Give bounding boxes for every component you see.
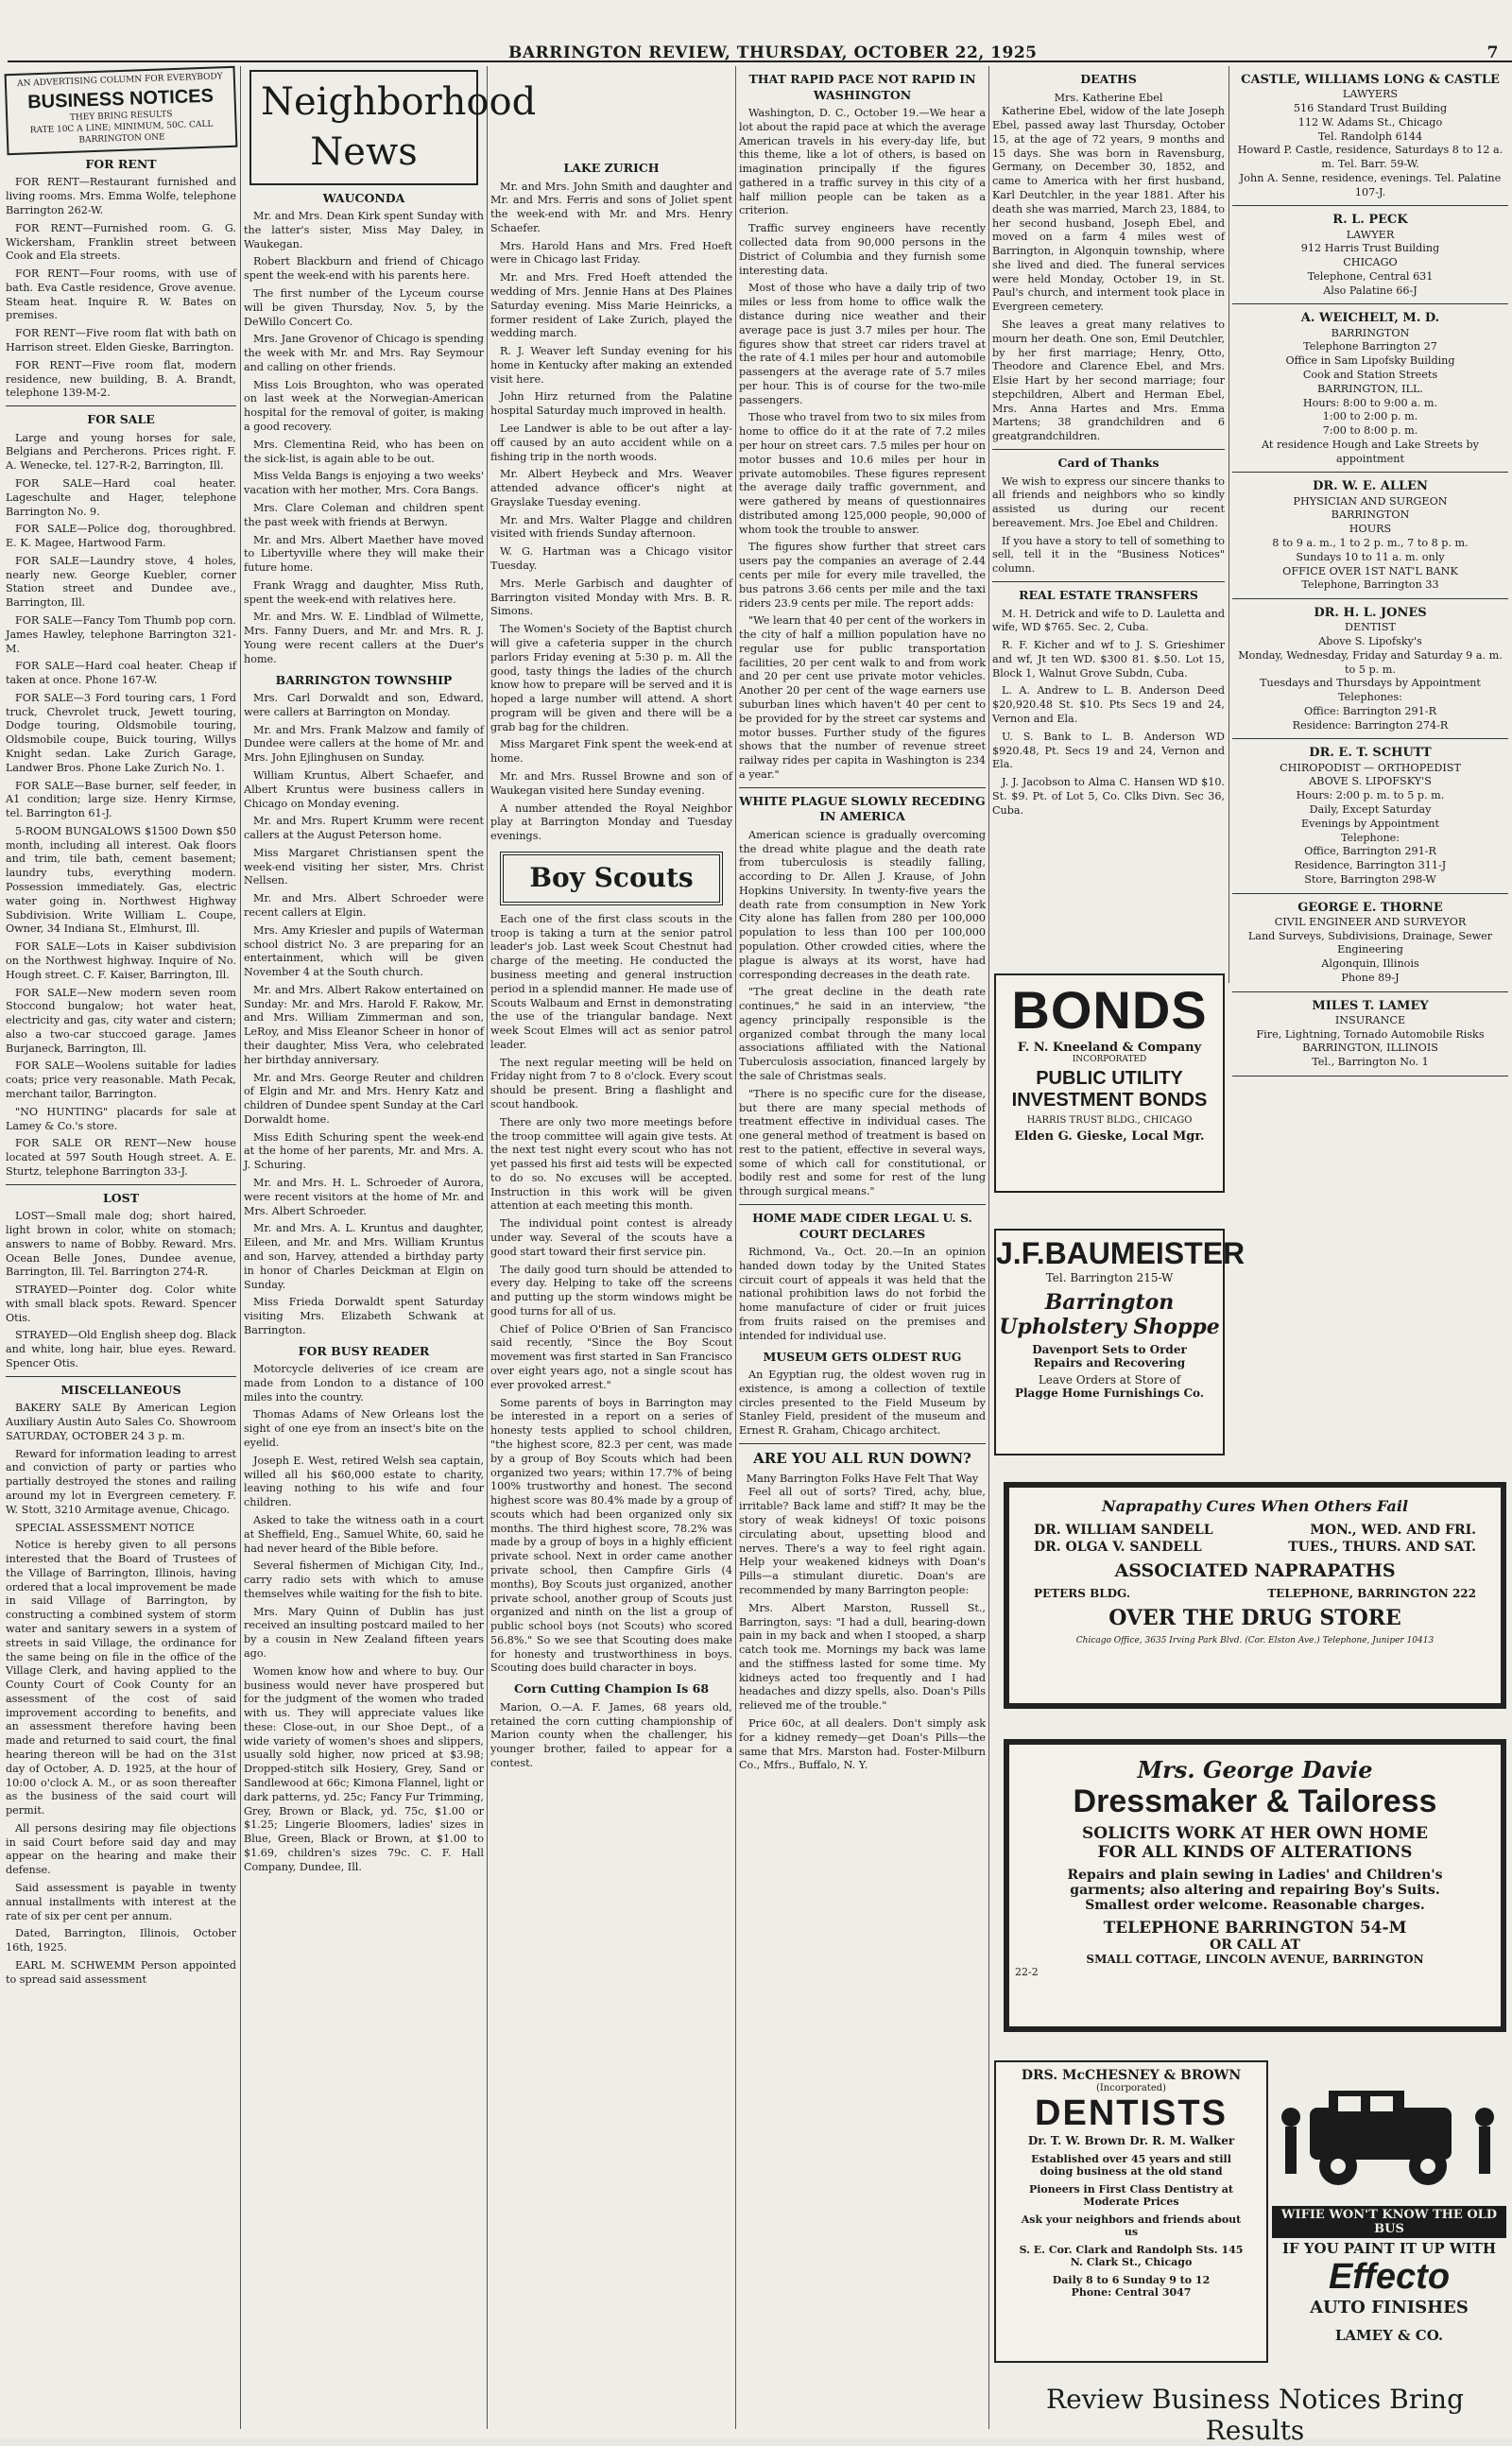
card-line: Telephone, Barrington 33 (1301, 578, 1439, 592)
classified-item: FOR SALE—Laundry stove, 4 holes, nearly new. George Kuebler, corner Station street and Dundee ave., Barrington, Ill. (6, 554, 236, 610)
news-item: Mrs. Harold Hans and Mrs. Fred Hoeft were in Chicago last Friday. (490, 239, 732, 267)
neighborhood-news-column (244, 66, 537, 2434)
article-subheading: Many Barrington Folks Have Felt That Way (746, 1472, 979, 1485)
news-item: R. J. Weaver left Sunday evening for his home in Kentucky after making an extended visit here. (490, 345, 732, 386)
news-item: Mr. and Mrs. George Reuter and children of Elgin and Mr. and Mrs. Henry Katz and children of Dundee spent Sunday at the Carl Dorwaldt home. (244, 1071, 484, 1126)
effecto-line: WIFIE WON'T KNOW THE OLD BUS (1272, 2206, 1506, 2238)
classified-item: Reward for information leading to arrest and conviction of party or parties who partially destroyed the stones and railing around my lot in Evergreen cemetery. F. W. Stott, 3210 Armitage avenue, Chicago. (6, 1447, 236, 1516)
naprapathy-line: Chicago Office, 3635 Irving Park Blvd. (Cor. Elston Ave.) Telephone, Juniper 10413 (1075, 1636, 1435, 1645)
classified-item: FOR RENT—Four rooms, with use of bath. Eva Castle residence, Grove avenue. Steam heat. Inquire R. W. Bates on premises. (6, 267, 236, 322)
dressmaker-line: Mrs. George Davie (1137, 1756, 1373, 1783)
news-item: The daily good turn should be attended to every day. Helping to take off the screens and putting up the storm windows might be good turns for all of us. (490, 1263, 732, 1318)
card-name: DR. H. L. JONES (1314, 606, 1427, 621)
baumeister-line: Repairs and Recovering (1033, 1356, 1186, 1369)
article-heading: WHITE PLAGUE SLOWLY RECEDING IN AMERICA (739, 793, 986, 824)
classified-item: STRAYED—Old English sheep dog. Black and white, long hair, blue eyes. Reward. Spencer Otis. (6, 1329, 236, 1369)
news-item: Mr. and Mrs. A. L. Kruntus and daughter, Eileen, and Mr. and Mrs. William Kruntus and son, Harvey, attended a birthday party in honor of Charles Deickman at Elgin on Sunday. (244, 1222, 484, 1291)
news-item: Miss Edith Schuring spent the week-end at the home of her parents, Mr. and Mrs. A. J. Schuring. (244, 1130, 484, 1172)
bonds-line: INVESTMENT BONDS (1011, 1090, 1208, 1111)
news-item: Miss Margaret Christiansen spent the week-end visiting her sister, Mrs. Christ Nellsen. (244, 846, 484, 887)
dentists-line: Pioneers in First Class Dentistry at Moderate Prices (1028, 2183, 1234, 2208)
card-name: DR. E. T. SCHUTT (1309, 746, 1432, 761)
card-line: Hours: 8:00 to 9:00 a. m. (1302, 396, 1438, 409)
news-item: Motorcycle deliveries of ice cream are made from London to a distance of 100 miles into the country. (244, 1363, 484, 1404)
card-line: INSURANCE (1334, 1013, 1406, 1026)
card-line: LAWYER (1346, 228, 1395, 241)
card-line: Fire, Lightning, Tornado Automobile Risks (1256, 1027, 1485, 1041)
dressmaker-line: 22-2 (1015, 1966, 1039, 1978)
news-item: Mr. and Mrs. Rupert Krumm were recent callers at the August Peterson home. (244, 815, 484, 842)
card-line: At residence Hough and Lake Streets by appointment (1262, 438, 1479, 465)
news-item: Miss Velda Bangs is enjoying a two weeks' vacation with her mother, Mrs. Cora Bangs. (244, 470, 484, 497)
bonds-address: HARRIS TRUST BLDG., CHICAGO (1026, 1115, 1193, 1126)
boy-scouts-items (490, 913, 732, 1676)
obituary-body (992, 105, 1225, 444)
card-line: 112 W. Adams St., Chicago (1297, 115, 1443, 129)
classified-item: 5-ROOM BUNGALOWS $1500 Down $50 month, including all interest. Oak floors and trim, tile bath, cement basement; laundry tubs, everything modern. Possession immediately. Gas, electric water going in. Northwest Highway Subdivision. Write William L. Coupe, Owner, 34 Indiana St., Elmhurst, Ill. (6, 824, 236, 936)
news-item: Mr. and Mrs. H. L. Schroeder of Aurora, were recent visitors at the home of Mr. and Mrs. Albert Schroeder. (244, 1177, 484, 1217)
card-line: CHICAGO (1343, 256, 1398, 269)
news-item: Robert Blackburn and friend of Chicago spent the week-end with his parents here. (244, 255, 484, 283)
banner-title: BUSINESS NOTICES (26, 85, 215, 113)
news-item: Miss Lois Broughton, who was operated on last week at the Norwegian-American hospital for the removal of goiter, is making a good recovery. (244, 378, 484, 434)
professional-card (1232, 599, 1508, 739)
card-line: Tel., Barrington No. 1 (1312, 1056, 1429, 1069)
card-line: Office: Barrington 291-R (1304, 704, 1436, 717)
bonds-ad (994, 973, 1225, 1193)
dentists-title: DENTISTS (1035, 2093, 1228, 2133)
card-line: 7:00 to 8:00 p. m. (1322, 424, 1418, 438)
dentists-line: (Incorporated) (1095, 2083, 1167, 2093)
deaths-column (992, 66, 1225, 973)
section-heading: FOR RENT (85, 156, 157, 171)
dressmaker-title: Dressmaker & Tailoress (1073, 1783, 1437, 1819)
card-line: 912 Harris Trust Building (1300, 242, 1440, 255)
paragraph: "We learn that 40 per cent of the workers in the city of half a million population have no regular use for public transportation facilities, 20 per cent walk to and from work and 20 per cent use private motor vehicles. Another 20 per cent of the wage earners use suburban lines which haven't 40 per cent to be provided for by the street car systems and motor busses. Further study of the figures shows that the number of revenue street railway rides per capita in Washington is 234 a year." (739, 614, 986, 781)
lost-list (6, 1210, 236, 1371)
boy-scouts-heading: Boy Scouts (500, 852, 723, 905)
card-line: OFFICE OVER 1ST NAT'L BANK (1282, 564, 1458, 577)
article-body: An Egyptian rug, the oldest woven rug in existence, is among a collection of textile circles presented to the Field Museum by Stanley Field, president of the museum and Ernest R. Graham, Chicago architect. (739, 1369, 986, 1438)
news-item: The next regular meeting will be held on Friday night from 7 to 8 o'clock. Every scout should be present. Bring a flashlight and scout handbook. (490, 1056, 732, 1111)
news-column (739, 66, 986, 2434)
dentists-line: Ask your neighbors and friends about us (1021, 2213, 1242, 2238)
for-rent-list (6, 176, 236, 401)
professional-card (1232, 66, 1508, 206)
section-heading: REAL ESTATE TRANSFERS (1019, 588, 1198, 602)
card-line: Cook and Station Streets (1302, 368, 1438, 381)
card-line: Evenings by Appointment (1301, 817, 1439, 830)
dentists-line: Established over 45 years and still doing business at the old stand (1031, 2153, 1231, 2178)
news-item: Women know how and where to buy. Our business would never have prospered but for the judgment of the women who traded with us. They will appreciate values like these: Close-out, in our Shoe Dept., of a wide variety of women's shoes and slippers, usually sold higher, now priced at $3.98; Dropped-stitch silk Hosiery, Grey, Sand or Sandlewood at 66c; Kimona Flannel, light or dark patterns, yd. 25c; Fancy Fur Trimming, Grey, Brown or Black, yd. 75c, $1.00 or $1.25; Lingerie Bloomers, ladies' sizes in Blue, Green, Black or Brown, at $1.00 to $1.69, children's sizes 79c. C. F. Hall Company, Dundee, Ill. (244, 1664, 484, 1873)
news-item: Mrs. Carl Dorwaldt and son, Edward, were callers at Barrington on Monday. (244, 692, 484, 718)
news-item: Mr. and Mrs. Albert Schroeder were recent callers at Elgin. (244, 892, 484, 919)
professional-card (1232, 473, 1508, 599)
baumeister-line: Davenport Sets to Order (1032, 1343, 1187, 1356)
news-item: Lee Landwer is able to be out after a lay-off caused by an auto accident while on a fishing trip in the north woods. (490, 422, 732, 463)
dressmaker-ad (1004, 1739, 1506, 2032)
card-of-thanks: We wish to express our sincere thanks to all friends and neighbors who so kindly assisted us during our recent bereavement. Mrs. Joe Ebel and Children. (992, 474, 1225, 529)
news-item: William Kruntus, Albert Schaefer, and Albert Kruntus were business callers in Chicago on Monday evening. (244, 768, 484, 810)
card-name: DR. W. E. ALLEN (1313, 479, 1428, 494)
naprapathy-row (1009, 1538, 1501, 1555)
paragraph: Those who travel from two to six miles from home to office do it at the rate of 7.2 miles per hour on street cars. 7.5 miles per hour on motor busses and 10.6 miles per hour in private automobiles. These figures represent the average daily traffic government, and were gathered by means of questionnaires distributed among 125,000 people, 90,000 of whom took the trouble to answer. (739, 411, 986, 536)
article-heading: THAT RAPID PACE NOT RAPID IN WASHINGTON (748, 72, 976, 102)
card-line: Telephone, Central 631 (1307, 269, 1434, 283)
classified-item: FOR SALE OR RENT—New house located at 597 South Hough street. A. E. Sturtz, telephone Barrington 33-J. (6, 1137, 236, 1178)
effecto-line: AUTO FINISHES (1310, 2298, 1469, 2317)
masthead (8, 43, 1512, 62)
obituary-name: Mrs. Katherine Ebel (1054, 91, 1163, 104)
dressmaker-line: FOR ALL KINDS OF ALTERATIONS (1097, 1843, 1413, 1862)
classified-item: FOR SALE—Police dog, thoroughbred. E. K. Magee, Hartwood Farm. (6, 523, 236, 550)
card-line: HOURS (1349, 523, 1392, 536)
naprapathy-row (1009, 1515, 1501, 1538)
naprapathy-line: OVER THE DRUG STORE (1108, 1606, 1401, 1630)
classified-item: Large and young horses for sale, Belgians and Percherons. Prices right. F. A. Wenecke, tel. 127-R-2, Barrington, Ill. (6, 431, 236, 473)
professional-card (1232, 894, 1508, 992)
news-item: Mrs. Merle Garbisch and daughter of Barrington visited Monday with Mrs. B. R. Simons. (490, 577, 732, 618)
professional-card (1232, 739, 1508, 893)
baumeister-line: Plagge Home Furnishings Co. (1014, 1387, 1205, 1400)
card-line: CIVIL ENGINEER AND SURVEYOR (1274, 915, 1467, 928)
classified-item: FOR RENT—Restaurant furnished and living rooms. Mrs. Emma Wolfe, telephone Barrington 262-W. (6, 176, 236, 216)
paragraph: Washington, D. C., October 19.—We hear a lot about the rapid pace at which the average American travels in his every-day life, but this theme, like a lot of others, is based on imagination principally if the figures gathered in a traffic survey in this city of a half million people can be taken as a criterion. (739, 107, 986, 217)
dressmaker-line: Repairs and plain sewing in Ladies' and Children's garments; also altering and repairing Boy's Suits. Smallest order welcome. Reasonable charges. (1067, 1868, 1443, 1913)
paragraph: She leaves a great many relatives to mourn her death. One son, Emil Deutchler, by her first marriage; Henry, Otto, Theodore and Clarence Ebel, and Mrs. Elsie Hart by her second marriage; four stepchildren, Albert and Herman Ebel, Mrs. Anna Hartes and Mrs. Emma Martens; 38 grandchildren and 6 greatgrandchildren. (992, 319, 1225, 443)
section-heading: LOST (102, 1190, 139, 1205)
baumeister-title: J.F.BAUMEISTER (996, 1236, 1246, 1270)
doctor-name: DR. OLGA V. SANDELL (1034, 1540, 1202, 1555)
dressmaker-line: SMALL COTTAGE, LINCOLN AVENUE, BARRINGTON (1086, 1953, 1424, 1966)
card-line: Store, Barrington 298-W (1304, 872, 1436, 886)
card-line: 516 Standard Trust Building (1293, 101, 1448, 114)
naprapathy-row (1009, 1581, 1501, 1600)
card-line: ABOVE S. LIPOFSKY'S (1309, 775, 1432, 788)
dentists-ad (994, 2060, 1268, 2363)
classified-item: FOR SALE—3 Ford touring cars, 1 Ford truck, Chevrolet truck, Jewett touring, Dodge touring, Oldsmobile touring, Oldsmobile coupe, Buick touring, Willys Knight sedan. Lake Zurich Garage, Landwer Bros. Phone Lake Zurich No. 1. (6, 691, 236, 774)
transfer-item: J. J. Jacobson to Alma C. Hansen WD $10. St. $9. Pt. of Lot 5, Co. Clks Divn. Sec 36, Cuba. (992, 776, 1225, 817)
baumeister-line: Leave Orders at Store of (1038, 1373, 1181, 1387)
card-line: Telephone Barrington 27 (1303, 340, 1437, 353)
news-item: Mr. and Mrs. Fred Hoeft attended the wedding of Mrs. Jennie Hans at Des Plaines Saturday evening. Miss Marie Heinricks, a former resident of Lake Zurich, played the wedding march. (490, 271, 732, 340)
bonds-line: PUBLIC UTILITY (1036, 1068, 1183, 1089)
banner-line: AN ADVERTISING COLUMN FOR EVERYBODY (16, 72, 223, 89)
doctor-hours: TUES., THURS. AND SAT. (1288, 1540, 1476, 1555)
card-line: Hours: 2:00 p. m. to 5 p. m. (1296, 789, 1445, 802)
card-name: GEORGE E. THORNE (1297, 900, 1443, 915)
bonds-firm: F. N. Kneeland & Company (1017, 1041, 1202, 1055)
card-line: John A. Senne, residence, evenings. Tel. Palatine 107-J. (1239, 171, 1502, 198)
classified-item: FOR SALE—Base burner, self feeder, in A1 condition; large size. Henry Kirmse, tel. Barrington 61-J. (6, 779, 236, 820)
news-item: Several fishermen of Michigan City, Ind., carry radio sets with which to amuse themselves while waiting for the fish to bite. (244, 1559, 484, 1600)
card-line: BARRINGTON, ILLINOIS (1302, 1042, 1438, 1055)
transfer-item: U. S. Bank to L. B. Anderson WD $920.48, Pt. Secs 19 and 24, Vernon and Ela. (992, 730, 1225, 771)
news-item: Joseph E. West, retired Welsh sea captain, willed all his $60,000 estate to charity, leaving nothing to his wife and four children. (244, 1454, 484, 1509)
article-heading: MUSEUM GETS OLDEST RUG (763, 1349, 962, 1364)
card-line: DENTIST (1345, 621, 1396, 634)
telephone: TELEPHONE, BARRINGTON 222 (1267, 1587, 1476, 1600)
misc-list (6, 1402, 236, 1987)
transfer-item: M. H. Detrick and wife to D. Lauletta and wife, WD $765. Sec. 2, Cuba. (992, 607, 1225, 634)
news-item: Frank Wragg and daughter, Miss Ruth, spent the week-end with relatives here. (244, 578, 484, 606)
classified-item: STRAYED—Pointer dog. Color white with small black spots. Reward. Spencer Otis. (6, 1283, 236, 1324)
news-item: Mr. and Mrs. Walter Plagge and children visited with friends Sunday afternoon. (490, 513, 732, 541)
paragraph: Katherine Ebel, widow of the late Joseph Ebel, passed away last Thursday, October 15, at the age of 72 years, 9 months and 15 days. She was born in Ravensburg, Germany, on December 30, 1852, and came to America with her first husband, Karl Deutchler, in the year 1881. After his death she was married, March 23, 1884, to her second husband, Joseph Ebel, and moved on a farm 4 miles west of Barrington, in Algonquin township, where she lived and died. The funeral services were held Monday, October 19, in St. Paul's church, and interment took place in Evergreen cemetery. (992, 105, 1225, 314)
building: PETERS BLDG. (1034, 1587, 1131, 1600)
classified-item: Dated, Barrington, Illinois, October 16th, 1925. (6, 1927, 236, 1955)
dentists-line: Daily 8 to 6 Sunday 9 to 12 (1052, 2274, 1211, 2286)
classified-item: FOR SALE—Fancy Tom Thumb pop corn. James Hawley, telephone Barrington 321-M. (6, 613, 236, 655)
card-name: MILES T. LAMEY (1312, 998, 1429, 1013)
page-number: 7 (1486, 43, 1499, 62)
baumeister-line: Barrington (1044, 1290, 1175, 1315)
lake-zurich-items (490, 181, 732, 844)
classified-item: EARL M. SCHWEMM Person appointed to spread said assessment (6, 1958, 236, 1986)
effecto-ad (1272, 2060, 1506, 2363)
news-item: The first number of the Lyceum course will be given Thursday, Nov. 5, by the DeWillo Concert Co. (244, 287, 484, 328)
card-line: Sundays 10 to 11 a. m. only (1296, 550, 1445, 563)
professional-card (1232, 304, 1508, 473)
card-line: Also Palatine 66-J (1323, 284, 1418, 297)
dentists-line: Phone: Central 3047 (1071, 2286, 1192, 2299)
paragraph: The figures show further that street cars users pay the companies an average of 2.44 cents per mile for every mile travelled, the bus patrons 3.66 cents per mile and the taxi riders 23.9 cents per mile. The report adds: (739, 541, 986, 610)
article-body (739, 1486, 986, 1773)
dentists-line: DRS. McCHESNEY & BROWN (1021, 2068, 1242, 2083)
section-heading: WAUCONDA (322, 190, 405, 205)
bonds-agent: Elden G. Gieske, Local Mgr. (1014, 1129, 1205, 1144)
classified-item: All persons desiring may file objections in said Court before said day and may appear on the hearing and make their defense. (6, 1821, 236, 1877)
neighborhood-news-title: Neighborhood News (249, 70, 478, 185)
bonds-title: BONDS (1011, 980, 1208, 1040)
card-line: BARRINGTON (1331, 326, 1410, 339)
classified-item: FOR SALE—Woolens suitable for ladies coats; price very reasonable. Math Pecak, merchant tailor, Barrington. (6, 1059, 236, 1100)
article-body (739, 829, 986, 1199)
doctor-name: DR. WILLIAM SANDELL (1034, 1523, 1213, 1538)
news-item: Mr. and Mrs. Albert Maether have moved to Libertyville where they will make their future home. (244, 533, 484, 575)
classified-item: "NO HUNTING" placards for sale at Lamey & Co.'s store. (6, 1105, 236, 1132)
news-item: Thomas Adams of New Orleans lost the sight of one eye from an insect's bite on the eyelid. (244, 1408, 484, 1450)
naprapathy-line: Naprapathy Cures When Others Fail (1101, 1497, 1409, 1515)
news-item: Some parents of boys in Barrington may be interested in a report on a series of honesty tests applied to school children, "the highest score, 82.3 per cent, was made by a group of Boy Scouts which had been organized two years; within 17.7% of being 100% trustworthy and honest. The second highest score was 80.4% made by a group of scouts which had been organized only six months. The third highest score, 78.2% was made by a group of boys in a highly efficient private school. Next in order came another private school, then Campfire Girls (4 months), Boy Scouts just organized, another private school, another group of Scouts just organized and ninth on the list a group of public school boys (not Scouts) who scored 56.8%." So we see that Scouting does make for honesty and trustworthiness in boys. Scouting does build character in boys. (490, 1396, 732, 1675)
news-item: The individual point contest is already under way. Several of the scouts have a good start toward their first service pin. (490, 1217, 732, 1258)
paragraph: Price 60c, at all dealers. Don't simply ask for a kidney remedy—get Doan's Pills—the same that Mrs. Marston had. Foster-Milburn Co., Mfrs., Buffalo, N. Y. (739, 1716, 986, 1772)
for-sale-list (6, 432, 236, 1180)
card-line: BARRINGTON (1331, 508, 1410, 522)
card-line: Residence, Barrington 311-J (1294, 859, 1447, 872)
classified-item: FOR SALE—Lots in Kaiser subdivision on the Northwest highway. Inquire of No. Hough street. C. F. Kaiser, Barrington, Ill. (6, 940, 236, 981)
banner-line: THEY BRING RESULTS (69, 110, 173, 124)
paragraph: American science is gradually overcoming the dread white plague and the death rate from tuberculosis is steadily falling, according to Dr. Allen J. Krause, of John Hopkins University. In twenty-five years the death rate from consumption in New York City alone has fallen from 280 per 100,000 population to less than 100 per 100,000 population. Other crowded cities, where the plague is always at its worst, have had corresponding decreases in the death rate. (739, 828, 986, 981)
column-rule (1228, 66, 1229, 983)
card-line: Algonquin, Illinois (1321, 957, 1419, 971)
transfer-item: L. A. Andrew to L. B. Anderson Deed $20,920.48 St. $10. Pts Secs 19 and 24, Vernon and Ela. (992, 684, 1225, 725)
professional-card (1232, 206, 1508, 304)
classified-item: FOR SALE—New modern seven room Stoccond bungalow; hot water heat, electricity and gas, city water and cistern; also a two-car stuccoed garage. James Burjaneck, Barrington, Ill. (6, 986, 236, 1055)
article-heading: HOME MADE CIDER LEGAL U. S. COURT DECLARES (752, 1211, 972, 1241)
news-item: Mr. and Mrs. Dean Kirk spent Sunday with the latter's sister, Miss May Daley, in Waukegan. (244, 210, 484, 250)
filler-notice: If you have a story to tell of something to sell, tell it in the "Business Notices" column. (992, 534, 1225, 576)
card-line: Daily, Except Saturday (1309, 802, 1432, 816)
news-item: Miss Frieda Dorwaldt spent Saturday visiting Mrs. Elizabeth Schwank at Barrington. (244, 1296, 484, 1336)
news-item: Mrs. Clementina Reid, who has been on the sick-list, is again able to be out. (244, 438, 484, 465)
township-items (244, 692, 484, 1338)
paragraph: Most of those who have a daily trip of two miles or less from home to office walk the distance during nice weather and their average pace is just 3.7 miles per hour. The figures show that street car riders travel at the rate of 4.1 miles per hour and automobile passengers at the average rate of 5.7 miles per hour. This is of course for the two-mile passengers. (739, 282, 986, 406)
news-item: Mrs. Clare Coleman and children spent the past week with friends at Berwyn. (244, 501, 484, 528)
card-line: Tuesdays and Thursdays by Appointment (1260, 677, 1481, 690)
wauconda-items (244, 210, 484, 666)
naprapathy-ad (1004, 1482, 1506, 1709)
card-line: BARRINGTON, ILL. (1317, 382, 1423, 395)
footer-slogan: Review Business Notices Bring Results (1046, 2384, 1464, 2446)
lake-zurich-column (490, 66, 732, 2434)
car-illustration (1272, 2060, 1506, 2202)
card-line: Howard P. Castle, residence, Saturdays 8 to 12 a. m. Tel. Barr. 59-W. (1237, 144, 1503, 171)
section-heading: MISCELLANEOUS (60, 1382, 181, 1397)
dentists-line: Dr. T. W. Brown Dr. R. M. Walker (1027, 2134, 1235, 2147)
card-line: PHYSICIAN AND SURGEON (1293, 494, 1448, 508)
card-line: Phone 89-J (1341, 971, 1400, 984)
running-head: BARRINGTON REVIEW, THURSDAY, OCTOBER 22, 1925 (508, 43, 1038, 62)
article-body: Marion, O.—A. F. James, 68 years old, retained the corn cutting championship of Marion county when the challenger, his younger brother, failed to appear for a contest. (490, 1700, 732, 1769)
section-heading: Card of Thanks (1057, 456, 1160, 471)
paragraph: "There is no specific cure for the disease, but there are many special methods of treatment effective in individual cases. The one general method of treatment is based on rest to the patient, effective in several ways, some of which call for constitutional, or bodily rest and some for rest of the lung through surgical means." (739, 1087, 986, 1198)
news-item: Mr. and Mrs. Frank Malzow and family of Dundee were callers at the home of Mr. and Mrs. John Ejlinghusen on Sunday. (244, 723, 484, 765)
baumeister-ad (994, 1229, 1246, 1456)
news-item: There are only two more meetings before the troop committee will again give tests. At the next test night every scout who has not yet passed his first aid tests will be expected to do so. No excuses will be accepted. Instruction in this work will be given attention at each meeting this month. (490, 1115, 732, 1213)
classified-item: FOR RENT—Five room flat with bath on Harrison street. Elden Gieske, Barrington. (6, 327, 236, 353)
business-notices-banner (5, 66, 238, 155)
classified-item: FOR RENT—Five room flat, modern residence, new building, B. A. Brandt, telephone 139-M-2. (6, 358, 236, 400)
card-line: Office, Barrington 291-R (1304, 845, 1436, 858)
baumeister-line: Upholstery Shoppe (999, 1315, 1220, 1339)
classified-item: FOR SALE—Hard coal heater. Cheap if taken at once. Phone 167-W. (6, 660, 236, 687)
classified-item: LOST—Small male dog; short haired, light brown in color, white on stomach; answers to name of Bobby. Reward. Mrs. Ocean Belle Jones, Dundee avenue, Barrington, Ill. Tel. Barrington 274-R. (6, 1210, 236, 1279)
news-item: Mrs. Amy Kriesler and pupils of Waterman school district No. 3 are preparing for an entertainment, which will be given November 4 at the South church. (244, 923, 484, 979)
column-rule (240, 66, 241, 2429)
card-line: LAWYERS (1342, 88, 1399, 101)
news-item: Chief of Police O'Brien of San Francisco said recently, "Since the Boy Scout movement was first started in San Francisco over eight years ago, not a single scout has ever provoked arrest." (490, 1322, 732, 1391)
baumeister-tel: Tel. Barrington 215-W (1045, 1271, 1174, 1284)
article-heading: Corn Cutting Champion Is 68 (513, 1681, 710, 1697)
article-body (739, 107, 986, 783)
doctor-hours: MON., WED. AND FRI. (1310, 1523, 1476, 1538)
card-name: R. L. PECK (1332, 213, 1408, 228)
banner-rate: RATE 10C A LINE; MINIMUM, 50C. CALL BARRINGTON ONE (29, 119, 214, 146)
dressmaker-line: SOLICITS WORK AT HER OWN HOME (1082, 1824, 1428, 1843)
news-item: Mrs. Jane Grovenor of Chicago is spending the week with Mr. and Mrs. Ray Seymour and calling on other friends. (244, 333, 484, 373)
news-item: Mr. and Mrs. Russel Browne and son of Waukegan visited here Sunday evening. (490, 769, 732, 797)
news-item: Mr. and Mrs. W. E. Lindblad of Wilmette, Mrs. Fanny Duers, and Mr. and Mrs. R. J. Young were recent callers at the Duer's home. (244, 611, 484, 665)
business-notices-column (6, 66, 236, 2434)
card-name: A. WEICHELT, M. D. (1300, 311, 1440, 326)
section-heading: DEATHS (1080, 72, 1137, 86)
card-line: Office in Sam Lipofsky Building (1285, 354, 1455, 368)
effecto-line: IF YOU PAINT IT UP WITH (1281, 2240, 1497, 2257)
classified-item: Notice is hereby given to all persons interested that the Board of Trustees of the Village of Barrington, Illinois, having ordered that a local improvement be made in said Village of Barrington, by constructing a combined system of storm water and sanitary sewers in a system of streets in said Village, the ordinance for the same being on file in the office of the Village Clerk, and having applied to the County Court of Cook County for an assessment of the cost of said improvement according to benefits, and an assessment therefore having been made and returned to said court, the final hearing thereon will be had on the 31st day of October, A. D. 1925, at the hour of 10:00 o'clock A. M., or as soon thereafter as the business of the said court will permit. (6, 1539, 236, 1817)
card-line: Land Surveys, Subdivisions, Drainage, Sewer Engineering (1247, 929, 1493, 956)
busy-reader-items (244, 1363, 484, 1874)
dressmaker-line: OR CALL AT (1210, 1938, 1300, 1953)
professional-cards (1232, 66, 1508, 1077)
news-item: Mr. Albert Heybeck and Mrs. Weaver attended advance officer's night at Grayslake Tuesday evening. (490, 468, 732, 508)
news-item: Mrs. Mary Quinn of Dublin has just received an insulting postcard mailed to her by a cousin in New Zealand fifteen years ago. (244, 1605, 484, 1660)
paragraph: Mrs. Albert Marston, Russell St., Barrington, says: "I had a dull, bearing-down pain in my back and when I stooped, a sharp catch took me. Mornings my back was lame and the stiffness lasted for some time. My kidneys acted too frequently and I had headaches and dizzy spells, also. Doan's Pills relieved me of the trouble." (739, 1601, 986, 1713)
paragraph: Traffic survey engineers have recently collected data from 90,000 persons in the District of Columbia and they furnish some interesting data. (739, 222, 986, 277)
news-item: Each one of the first class scouts in the troop is taking a turn at the senior patrol leader's job. Last week Scout Chestnut had charge of the meeting. He conducted the business meeting and general instruction period in a splendid manner. He made use of Scouts Walbaum and Ernst in demonstrating the use of the triangular bandage. Next week Scout Elmes will act as senior patrol leader. (490, 912, 732, 1051)
classified-item: Said assessment is payable in twenty annual installments with interest at the rate of six per cent per annum. (6, 1882, 236, 1922)
paragraph: Feel all out of sorts? Tired, achy, blue, irritable? Back lame and stiff? It may be the story of weak kidneys! Of toxic poisons circulating about, upsetting blood and nerves. There's a way to feel right again. Help your weakened kidneys with Doan's Pills—a stimulant diuretic. Doan's are recommended by many Barrington people: (739, 1486, 986, 1596)
card-line: Residence: Barrington 274-R (1292, 718, 1449, 732)
classified-item: FOR RENT—Furnished room. G. G. Wickersham, Franklin street between Cook and Ela streets. (6, 221, 236, 263)
real-estate-transfers (992, 608, 1225, 818)
card-line: 1:00 to 2:00 p. m. (1322, 410, 1418, 423)
effecto-line: LAMEY & CO. (1334, 2327, 1444, 2344)
column-rule (988, 66, 989, 2429)
section-heading: FOR SALE (87, 412, 155, 427)
column-rule (487, 66, 488, 2429)
news-item: Mr. and Mrs. John Smith and daughter and Mr. and Mrs. Ferris and sons of Joliet spent the week-end with Mr. and Mrs. Henry Schaefer. (490, 180, 732, 234)
card-line: Tel. Randolph 6144 (1317, 129, 1423, 143)
news-item: A number attended the Royal Neighbor play at Barrington Monday and Tuesday evenings. (490, 801, 732, 843)
effecto-brand: Effecto (1328, 2257, 1451, 2297)
news-item: W. G. Hartman was a Chicago visitor Tuesday. (490, 545, 732, 573)
classified-item: BAKERY SALE By American Legion Auxiliary Austin Auto Sales Co. Showroom SATURDAY, OCTOBER 24 3 p. m. (6, 1402, 236, 1442)
news-item: Mr. and Mrs. Albert Rakow entertained on Sunday: Mr. and Mrs. Harold F. Rakow, Mr. and Mrs. William Zimmerman and son, LeRoy, and Miss Eleanor Scheer in honor of their daughter, Miss Vera, who celebrated her birthday anniversary. (244, 983, 484, 1066)
section-heading: BARRINGTON TOWNSHIP (275, 672, 453, 687)
card-line: Monday, Wednesday, Friday and Saturday 9 a. m. to 5 p. m. (1238, 648, 1503, 676)
card-name: CASTLE, WILLIAMS LONG & CASTLE (1241, 73, 1500, 87)
card-line: Telephone: (1340, 831, 1400, 844)
bonds-inc: INCORPORATED (1072, 1055, 1147, 1064)
section-heading: FOR BUSY READER (298, 1343, 430, 1358)
news-item: Miss Margaret Fink spent the week-end at home. (490, 738, 732, 766)
card-line: Telephones: (1338, 691, 1402, 704)
paragraph: "The great decline in the death rate continues," he said in an interview, "the agency principally responsible is the organized combat through the many local associations affiliated with the National Tuberculosis association, financed largely by the sale of Christmas seals. (739, 986, 986, 1082)
professional-cards-column (1232, 66, 1508, 1493)
article-heading: ARE YOU ALL RUN DOWN? (753, 1449, 971, 1467)
professional-card (1232, 992, 1508, 1077)
news-item: John Hirz returned from the Palatine hospital Saturday much improved in health. (490, 390, 732, 418)
section-heading: LAKE ZURICH (563, 161, 660, 175)
card-line: CHIROPODIST — ORTHOPEDIST (1280, 761, 1461, 774)
naprapathy-line: ASSOCIATED NAPRAPATHS (1114, 1560, 1396, 1581)
classified-item: SPECIAL ASSESSMENT NOTICE (15, 1521, 195, 1534)
news-item: Asked to take the witness oath in a court at Sheffield, Eng., Samuel White, 60, said he had never heard of the Bible before. (244, 1513, 484, 1555)
card-line: Above S. Lipofsky's (1318, 635, 1422, 647)
card-line: 8 to 9 a. m., 1 to 2 p. m., 7 to 8 p. m. (1272, 536, 1469, 549)
dentists-line: S. E. Cor. Clark and Randolph Sts. 145 N. Clark St., Chicago (1019, 2244, 1244, 2268)
column-rule (735, 66, 736, 2429)
news-item: The Women's Society of the Baptist church will give a cafeteria supper in the church parlors Friday evening at 5:30 p. m. All the good, tasty things the ladies of the church know how to prepare will be served and it is hoped a large number will attend. A short program will be given and there will be a grab bag for the children. (490, 623, 732, 733)
dressmaker-line: TELEPHONE BARRINGTON 54-M (1103, 1919, 1407, 1938)
article-body: Richmond, Va., Oct. 20.—In an opinion handed down today by the United States circuit court of appeals it was held that the national prohibition laws do not forbid the home manufacture of cider or fruit juices from fruits raised on the premises and intended for individual use. (739, 1246, 986, 1342)
classified-item: FOR SALE—Hard coal heater. Lageschulte and Hager, telephone Barrington No. 9. (6, 476, 236, 518)
transfer-item: R. F. Kicher and wf to J. S. Grieshimer and wf, Jt ten WD. $300 81. $.50. Lot 15, Block 1, Walnut Grove Subdn, Cuba. (992, 639, 1225, 680)
